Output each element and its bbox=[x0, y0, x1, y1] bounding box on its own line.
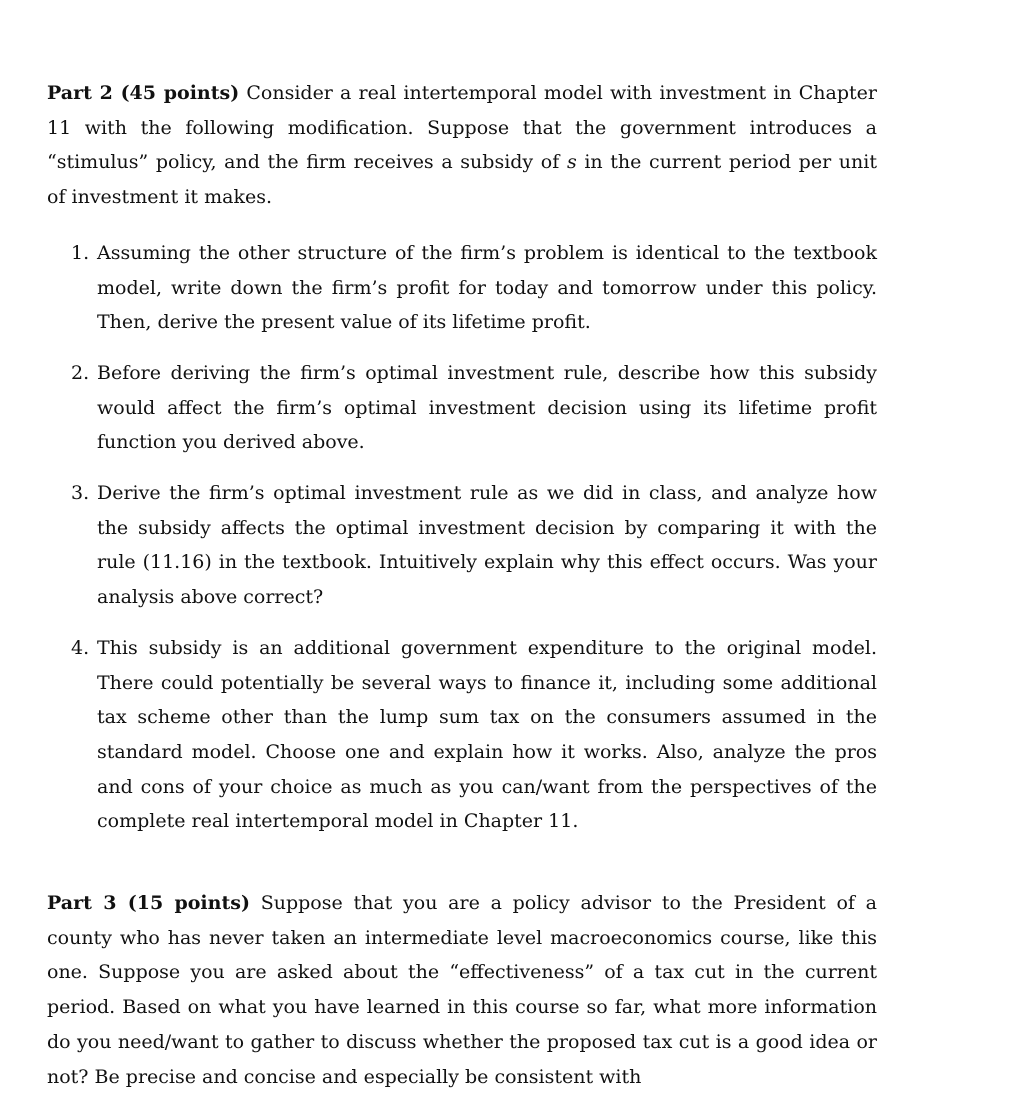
subsidy-variable: s bbox=[566, 151, 577, 174]
question-text: Before deriving the firm’s optimal investment rule, describe how this subsidy would affect the firm’s optimal investment decision using its lifetime profit function you derived above. bbox=[97, 361, 877, 454]
question-text: This subsidy is an additional government expenditure to the original model. There could potentially be several ways to finance it, including some additional tax scheme other than the lump sum tax on the consumers assumed in the standard model. Choose one and explain how it works. Also, analyze the pros and cons of your choice as much as you can/want from the perspectives of the complete real intertemporal model in Chapter 11. bbox=[97, 636, 877, 833]
part2-intro-text-end: in the current period per unit of investment it makes. bbox=[47, 151, 877, 209]
part2-heading: Part 2 (45 points) bbox=[47, 82, 240, 104]
part3-body-text: Suppose that you are a policy advisor to the President of a county who has never taken an intermediate level macroeconomics course, like this one. Suppose you are asked about the “effectiveness” of a tax cut in the current period. Based on what you have learned in this course so far, what more information do you need/want to gather to discuss whether the proposed tax cut is a good idea or not? Be precise and concise and especially be consistent with bbox=[47, 892, 877, 1088]
question-text: Assuming the other structure of the firm’s problem is identical to the textbook model, write down the firm’s profit for today and tomorrow under this policy. Then, derive the present value of its lifetime profit. bbox=[97, 241, 877, 334]
part2-paragraph bbox=[47, 76, 877, 215]
question-number: 4. bbox=[71, 636, 90, 659]
question-item bbox=[47, 631, 877, 839]
question-number: 2. bbox=[71, 361, 90, 384]
question-number: 3. bbox=[71, 482, 90, 505]
document-page bbox=[47, 76, 877, 1094]
question-list bbox=[47, 236, 877, 839]
question-item bbox=[47, 476, 877, 615]
question-item bbox=[47, 356, 877, 460]
question-number: 1. bbox=[71, 241, 90, 264]
question-text: Derive the firm’s optimal investment rule as we did in class, and analyze how the subsidy affects the optimal investment decision by comparing it with the rule (11.16) in the textbook. Intuitively explain why this effect occurs. Was your analysis above correct? bbox=[97, 482, 877, 609]
part2-intro-text: Consider a real intertemporal model with investment in Chapter 11 with the following modification. Suppose that the government introduces a “stimulus” policy, and the firm receives a subsidy of bbox=[47, 82, 877, 174]
question-item bbox=[47, 236, 877, 340]
part3-paragraph bbox=[47, 886, 877, 1094]
part3-heading: Part 3 (15 points) bbox=[47, 892, 250, 915]
